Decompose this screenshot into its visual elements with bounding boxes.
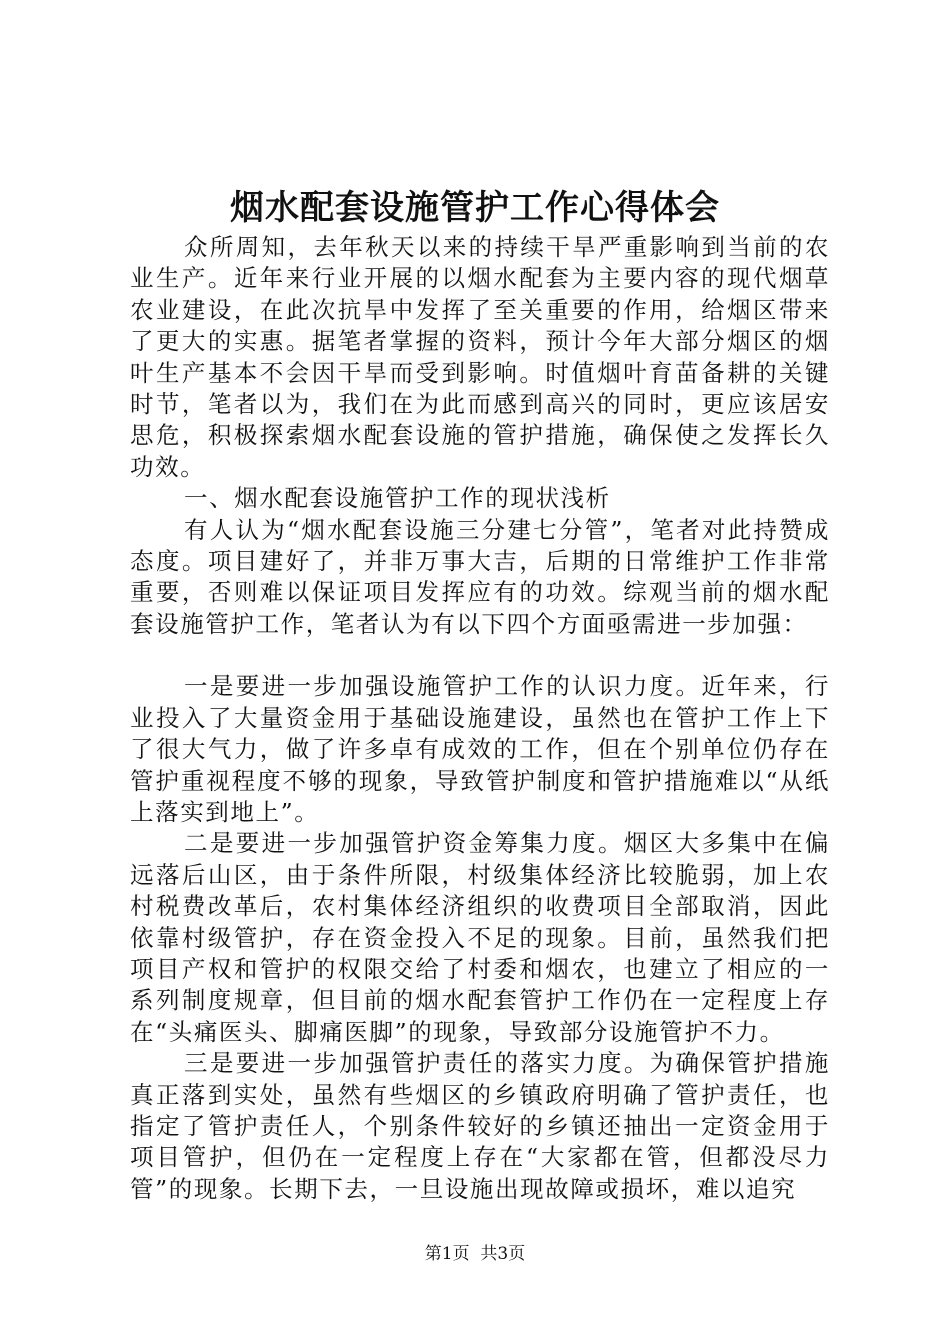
paragraph-status: 有人认为“烟水配套设施三分建七分管”，笔者对此持赞成态度。项目建好了，并非万事大吉，后期的日常维护工作非常重要，否则难以保证项目发挥应有的功效。综观当前的烟水配套设施管护工作，笔者认为有以下四个方面亟需进一步加强： bbox=[130, 515, 830, 638]
paragraph-spacer bbox=[130, 640, 830, 671]
paragraph-intro: 众所周知，去年秋天以来的持续干旱严重影响到当前的农业生产。近年来行业开展的以烟水配套为主要内容的现代烟草农业建设，在此次抗旱中发挥了至关重要的作用，给烟区带来了更大的实惠。据笔者掌握的资料，预计今年大部分烟区的烟叶生产基本不会因干旱而受到影响。时值烟叶育苗备耕的关键时节，笔者以为，我们在为此而感到高兴的同时，更应该居安思危，积极探索烟水配套设施的管护措施，确保使之发挥长久功效。 bbox=[130, 233, 830, 481]
document-title: 烟水配套设施管护工作心得体会 bbox=[230, 188, 720, 228]
document-body bbox=[130, 232, 830, 1205]
paragraph-point-one: 一是要进一步加强设施管护工作的认识力度。近年来，行业投入了大量资金用于基础设施建设，虽然也在管护工作上下了很大气力，做了许多卓有成效的工作，但在个别单位仍存在管护重视程度不够的现象，导致管护制度和管护措施难以“从纸上落实到地上”。 bbox=[130, 672, 830, 826]
page-total: 共3页 bbox=[480, 1244, 526, 1264]
page-footer bbox=[0, 1243, 950, 1265]
section-heading: 一、烟水配套设施管护工作的现状浅析 bbox=[184, 484, 611, 513]
paragraph-point-three: 三是要进一步加强管护责任的落实力度。为确保管护措施真正落到实处，虽然有些烟区的乡镇政府明确了管护责任，也指定了管护责任人，个别条件较好的乡镇还抽出一定资金用于项目管护，但仍在一定程度上存在“大家都在管，但都没尽力管”的现象。长期下去，一旦设施出现故障或损坏，难以追究 bbox=[130, 1049, 830, 1203]
paragraph-point-two: 二是要进一步加强管护资金筹集力度。烟区大多集中在偏远落后山区，由于条件所限，村级集体经济比较脆弱，加上农村税费改革后，农村集体经济组织的收费项目全部取消，因此依靠村级管护，存在资金投入不足的现象。目前，虽然我们把项目产权和管护的权限交给了村委和烟农，也建立了相应的一系列制度规章，但目前的烟水配套管护工作仍在一定程度上存在“头痛医头、脚痛医脚”的现象，导致部分设施管护不力。 bbox=[130, 829, 830, 1046]
page-number: 第1页 bbox=[424, 1244, 470, 1264]
